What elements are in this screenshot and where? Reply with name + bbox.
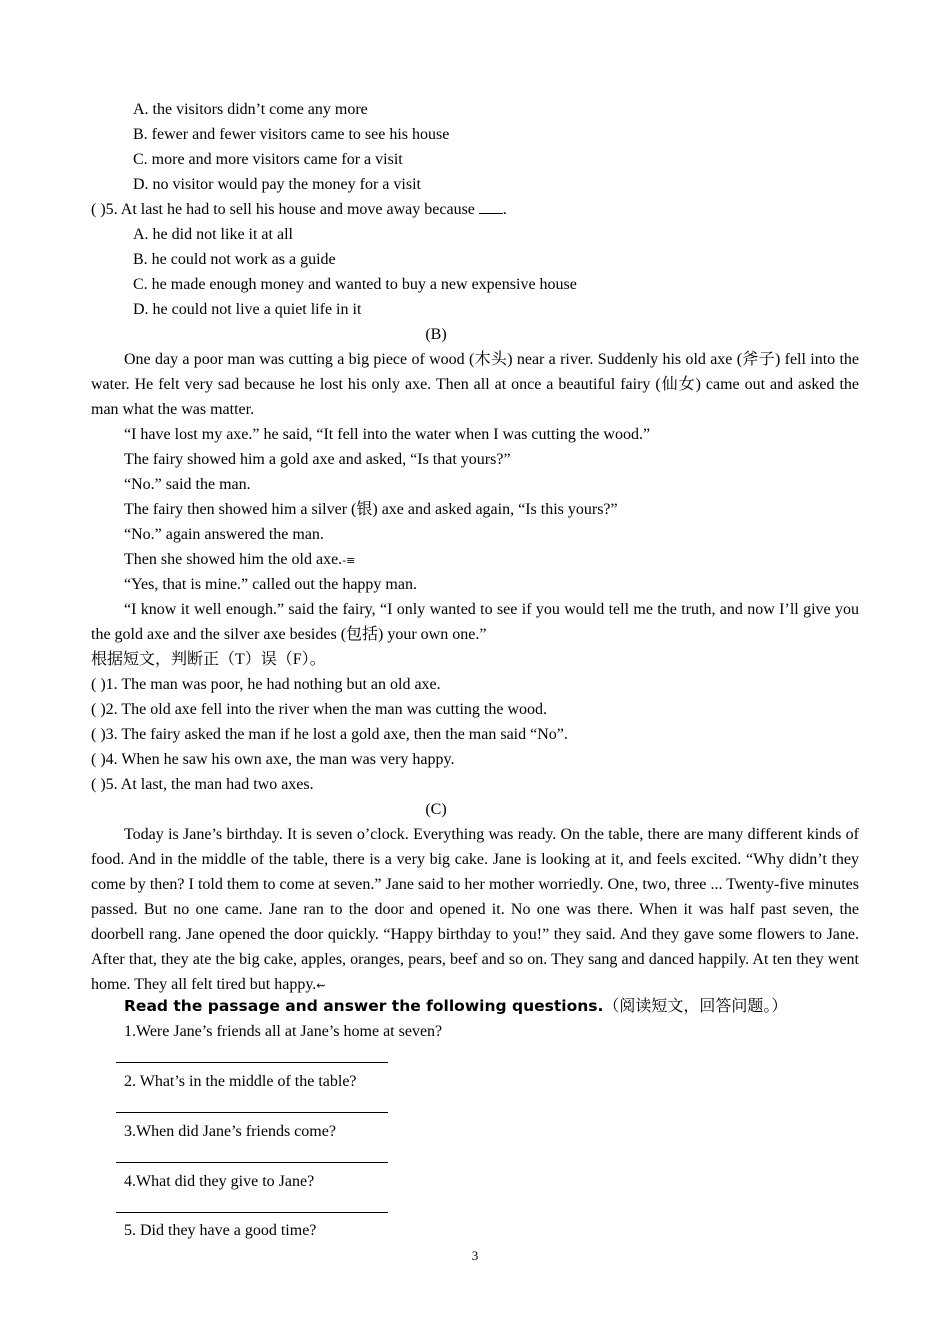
answer-line-2[interactable] <box>116 1112 388 1113</box>
tf-statement-2: ( )2. The old axe fell into the river when the man was cutting the wood. <box>91 701 548 718</box>
section-c-instruction <box>124 994 787 1019</box>
answer-blank <box>479 199 503 214</box>
tf-statement-5: ( )5. At last, the man had two axes. <box>91 776 314 793</box>
section-b-last-paragraph: “I know it well enough.” said the fairy, “I only wanted to see if you would tell me the truth, and now I’ll give you the gold axe and the silver axe besides (包括) your own one.” <box>91 601 859 643</box>
section-c-passage-wrap <box>91 822 859 998</box>
q4-option-a: A. the visitors didn’t come any more <box>133 101 368 118</box>
q5-option-a: A. he did not like it at all <box>133 226 293 243</box>
q4-option-b: B. fewer and fewer visitors came to see his house <box>133 126 450 143</box>
question-2: 2. What’s in the middle of the table? <box>124 1073 357 1090</box>
dialogue-line-7: “Yes, that is mine.” called out the happy man. <box>124 576 417 593</box>
question-5-suffix: . <box>502 201 507 218</box>
answer-line-4[interactable] <box>116 1212 388 1213</box>
anchor-mark-icon: ⇜ <box>316 979 326 992</box>
tf-statement-1: ( )1. The man was poor, he had nothing but an old axe. <box>91 676 441 693</box>
question-4: 4.What did they give to Jane? <box>124 1173 315 1190</box>
answer-line-3[interactable] <box>116 1162 388 1163</box>
q4-option-d: D. no visitor would pay the money for a visit <box>133 176 421 193</box>
question-1: 1.Were Jane’s friends all at Jane’s home at seven? <box>124 1023 443 1040</box>
q5-option-c: C. he made enough money and wanted to buy a new expensive house <box>133 276 577 293</box>
dialogue-line-4: The fairy then showed him a silver (银) axe and asked again, “Is this yours?” <box>124 501 618 518</box>
dialogue-line-6-wrap <box>124 547 355 572</box>
page-number: 3 <box>471 1248 479 1263</box>
section-c-instruction-en: Read the passage and answer the following questions. <box>124 997 604 1015</box>
section-b-heading: (B) <box>425 326 447 343</box>
section-b-paragraph-1: One day a poor man was cutting a big piece of wood (木头) near a river. Suddenly his old axe (斧子) fell into the water. He felt very sad because he lost his only axe. Then all at once a beautiful fairy (仙女) came out and asked the man what the was matter. <box>91 351 859 418</box>
paragraph-mark-icon: -≡ <box>342 554 356 567</box>
section-c-instruction-cn: （阅读短文，回答问题。） <box>603 998 788 1015</box>
dialogue-line-5: “No.” again answered the man. <box>124 526 324 543</box>
tf-statement-4: ( )4. When he saw his own axe, the man was very happy. <box>91 751 455 768</box>
question-3: 3.When did Jane’s friends come? <box>124 1123 336 1140</box>
answer-line-1[interactable] <box>116 1062 388 1063</box>
question-5 <box>91 197 507 222</box>
question-5-c: 5. Did they have a good time? <box>124 1222 317 1239</box>
q4-option-c: C. more and more visitors came for a visit <box>133 151 403 168</box>
dialogue-line-6: Then she showed him the old axe. <box>124 551 343 568</box>
section-c-heading: (C) <box>425 801 447 818</box>
tf-statement-3: ( )3. The fairy asked the man if he lost a gold axe, then the man said “No”. <box>91 726 568 743</box>
q5-option-b: B. he could not work as a guide <box>133 251 336 268</box>
dialogue-line-2: The fairy showed him a gold axe and asked, “Is that yours?” <box>124 451 511 468</box>
section-b-instruction: 根据短文，判断正（T）误（F）。 <box>91 651 326 668</box>
section-c-passage: Today is Jane’s birthday. It is seven o’clock. Everything was ready. On the table, there are many different kinds of food. And in the middle of the table, there is a very big cake. Jane is looking at it, and feels excited. “Why didn’t they come by then? I told them to come at seven.” Jane said to her mother worriedly. One, two, three ... Twenty-five minutes passed. But no one came. Jane ran to the door and opened it. No one was there. When it was half past seven, the doorbell rang. Jane opened the door quickly. “Happy birthday to you!” they said. And they gave some flowers to Jane. After that, they ate the big cake, apples, oranges, pears, beef and so on. They sang and danced happily. At ten they went home. They all felt tired but happy. <box>91 826 859 993</box>
dialogue-line-1: “I have lost my axe.” he said, “It fell into the water when I was cutting the wood.” <box>124 426 651 443</box>
q5-option-d: D. he could not live a quiet life in it <box>133 301 362 318</box>
dialogue-line-3: “No.” said the man. <box>124 476 251 493</box>
question-5-text: ( )5. At last he had to sell his house and move away because <box>91 201 475 218</box>
